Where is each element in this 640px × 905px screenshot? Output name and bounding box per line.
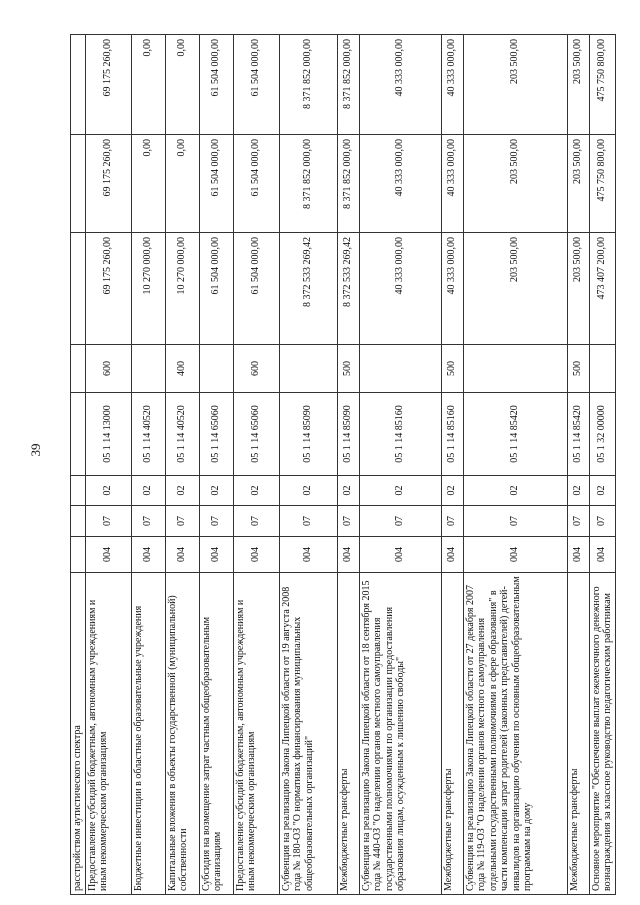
row-vr: [71, 345, 86, 393]
row-sum-1: 203 500,00: [463, 233, 567, 345]
row-pr: 02: [85, 476, 131, 506]
row-sum-3: 203 500,00: [567, 35, 589, 135]
table-row: [233, 35, 279, 895]
table-row: [567, 35, 589, 895]
row-csr: 05 1 14 85160: [359, 393, 441, 476]
row-sum-3: 61 504 000,00: [233, 35, 279, 135]
row-vr: [589, 345, 615, 393]
row-grbs: 004: [85, 537, 131, 573]
budget-table: [70, 34, 616, 895]
row-csr: 05 1 14 40520: [131, 393, 165, 476]
row-name: Субвенция на реализацию Закона Липецкой области от 18 сентября 2015 года № 440-ОЗ "О наделении органов местного самоуправления государственными полномочиями по организации предоставления образования лицам, осужденным к лишению свободы": [359, 573, 441, 895]
row-pr: [71, 476, 86, 506]
row-sum-2: 40 333 000,00: [441, 135, 463, 233]
row-rz: 07: [279, 506, 337, 537]
row-grbs: 004: [337, 537, 359, 573]
row-pr: 02: [165, 476, 199, 506]
row-pr: 02: [337, 476, 359, 506]
row-grbs: 004: [199, 537, 233, 573]
row-pr: 02: [199, 476, 233, 506]
row-csr: [71, 393, 86, 476]
row-rz: [71, 506, 86, 537]
row-vr: 600: [85, 345, 131, 393]
row-name: Предоставление субсидий бюджетным, автономным учреждениям и иным некоммерческим организациям: [233, 573, 279, 895]
row-name: Межбюджетные трансферты: [441, 573, 463, 895]
row-grbs: 004: [165, 537, 199, 573]
row-sum-1: 10 270 000,00: [165, 233, 199, 345]
row-name: Субсидия на возмещение затрат частным общеобразовательным организациям: [199, 573, 233, 895]
row-name: Предоставление субсидий бюджетным, автономным учреждениям и иным некоммерческим организациям: [85, 573, 131, 895]
row-sum-3: 40 333 000,00: [441, 35, 463, 135]
row-grbs: 004: [567, 537, 589, 573]
row-vr: 500: [337, 345, 359, 393]
row-name: Бюджетные инвестиции в областные образовательные учреждения: [131, 573, 165, 895]
row-rz: 07: [131, 506, 165, 537]
row-sum-2: 475 750 800,00: [589, 135, 615, 233]
row-rz: 07: [589, 506, 615, 537]
row-sum-3: 0,00: [131, 35, 165, 135]
row-grbs: 004: [359, 537, 441, 573]
row-rz: 07: [233, 506, 279, 537]
row-grbs: 004: [589, 537, 615, 573]
row-sum-1: 69 175 260,00: [85, 233, 131, 345]
table-row: [337, 35, 359, 895]
row-rz: 07: [567, 506, 589, 537]
row-sum-2: 0,00: [165, 135, 199, 233]
row-sum-3: [71, 35, 86, 135]
table-row: [131, 35, 165, 895]
row-vr: 500: [567, 345, 589, 393]
row-csr: 05 1 14 65060: [199, 393, 233, 476]
row-pr: 02: [233, 476, 279, 506]
row-sum-3: 475 750 800,00: [589, 35, 615, 135]
row-sum-3: 203 500,00: [463, 35, 567, 135]
table-row: [279, 35, 337, 895]
row-vr: [131, 345, 165, 393]
row-csr: 05 1 14 85420: [567, 393, 589, 476]
row-sum-3: 61 504 000,00: [199, 35, 233, 135]
row-sum-1: 8 372 533 269,42: [279, 233, 337, 345]
row-grbs: 004: [279, 537, 337, 573]
row-sum-2: 61 504 000,00: [199, 135, 233, 233]
row-rz: 07: [441, 506, 463, 537]
row-sum-3: 40 333 000,00: [359, 35, 441, 135]
row-vr: [359, 345, 441, 393]
page-number: 39: [28, 443, 43, 457]
row-name: Субвенция на реализацию Закона Липецкой области от 27 декабря 2007 года № 119-ОЗ "О наделении органов местного самоуправления отдельными государственными полномочиями в сфере образования" в части компенсации затрат родителей (законных представителей) детей-инвалидов на организацию обучения по основным общеобразовательным программам на дому: [463, 573, 567, 895]
row-sum-2: 40 333 000,00: [359, 135, 441, 233]
row-rz: 07: [199, 506, 233, 537]
row-vr: 400: [165, 345, 199, 393]
row-rz: 07: [85, 506, 131, 537]
row-vr: [463, 345, 567, 393]
row-grbs: 004: [463, 537, 567, 573]
row-rz: 07: [337, 506, 359, 537]
table-row: [463, 35, 567, 895]
budget-table-rotated: [70, 35, 613, 895]
row-sum-1: 40 333 000,00: [441, 233, 463, 345]
row-sum-1: 61 504 000,00: [199, 233, 233, 345]
row-vr: 500: [441, 345, 463, 393]
row-vr: [199, 345, 233, 393]
row-csr: 05 1 32 00000: [589, 393, 615, 476]
row-sum-2: [71, 135, 86, 233]
row-grbs: 004: [233, 537, 279, 573]
row-pr: 02: [279, 476, 337, 506]
row-sum-1: 203 500,00: [567, 233, 589, 345]
row-csr: 05 1 14 85090: [279, 393, 337, 476]
row-name: Капитальные вложения в объекты государственной (муниципальной) собственности: [165, 573, 199, 895]
row-pr: 02: [441, 476, 463, 506]
row-csr: 05 1 14 65060: [233, 393, 279, 476]
row-sum-3: 0,00: [165, 35, 199, 135]
row-pr: 02: [463, 476, 567, 506]
row-csr: 05 1 14 13000: [85, 393, 131, 476]
row-pr: 02: [131, 476, 165, 506]
table-row: [359, 35, 441, 895]
row-sum-3: 8 371 852 000,00: [337, 35, 359, 135]
table-row: [589, 35, 615, 895]
row-rz: 07: [463, 506, 567, 537]
row-pr: 02: [567, 476, 589, 506]
row-sum-2: 203 500,00: [567, 135, 589, 233]
row-rz: 07: [165, 506, 199, 537]
row-sum-1: 61 504 000,00: [233, 233, 279, 345]
row-name: Межбюджетные трансферты: [337, 573, 359, 895]
row-sum-2: 61 504 000,00: [233, 135, 279, 233]
row-grbs: 004: [131, 537, 165, 573]
row-name: Субвенция на реализацию Закона Липецкой области от 19 августа 2008 года № 180-ОЗ "О нормативах финансирования муниципальных общеобразовательных организаций": [279, 573, 337, 895]
table-row: [85, 35, 131, 895]
row-sum-1: 8 372 533 269,42: [337, 233, 359, 345]
row-pr: 02: [359, 476, 441, 506]
table-row: [165, 35, 199, 895]
row-sum-1: 40 333 000,00: [359, 233, 441, 345]
row-rz: 07: [359, 506, 441, 537]
row-sum-2: 203 500,00: [463, 135, 567, 233]
row-csr: 05 1 14 85090: [337, 393, 359, 476]
row-sum-3: 69 175 260,00: [85, 35, 131, 135]
row-grbs: 004: [441, 537, 463, 573]
row-sum-1: 10 270 000,00: [131, 233, 165, 345]
row-sum-1: 473 407 200,00: [589, 233, 615, 345]
row-name: Межбюджетные трансферты: [567, 573, 589, 895]
row-csr: 05 1 14 40520: [165, 393, 199, 476]
row-csr: 05 1 14 85420: [463, 393, 567, 476]
row-vr: 600: [233, 345, 279, 393]
row-pr: 02: [589, 476, 615, 506]
row-vr: [279, 345, 337, 393]
row-grbs: [71, 537, 86, 573]
table-row: [71, 35, 86, 895]
table-row: [441, 35, 463, 895]
row-csr: 05 1 14 85160: [441, 393, 463, 476]
row-name: Основное мероприятие "Обеспечение выплат ежемесячного денежного вознаграждения за классное руководство педагогическим работникам: [589, 573, 615, 895]
row-sum-2: 8 371 852 000,00: [337, 135, 359, 233]
row-sum-3: 8 371 852 000,00: [279, 35, 337, 135]
row-sum-1: [71, 233, 86, 345]
table-row: [199, 35, 233, 895]
row-sum-2: 0,00: [131, 135, 165, 233]
row-sum-2: 8 371 852 000,00: [279, 135, 337, 233]
row-sum-2: 69 175 260,00: [85, 135, 131, 233]
row-name: расстройством аутистического спектра: [71, 573, 86, 895]
